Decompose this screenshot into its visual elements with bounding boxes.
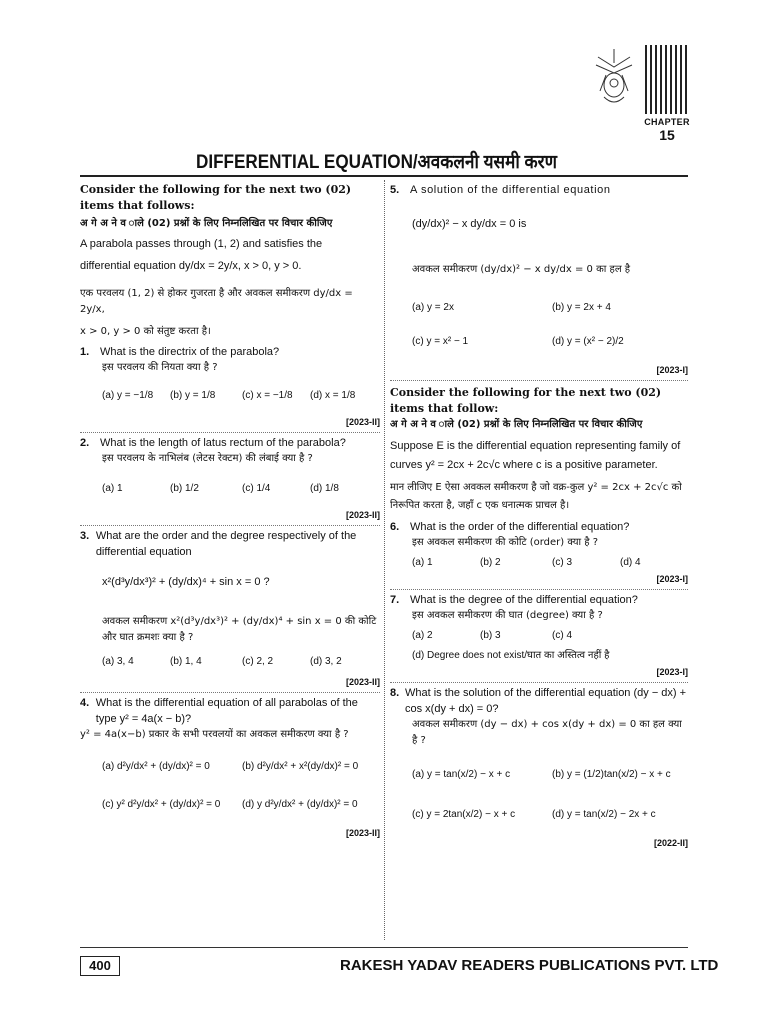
equation: x²(d³y/dx³)² + (dy/dx)⁴ + sin x = 0 ?	[102, 576, 270, 588]
option-a[interactable]: (a) y = tan(x/2) − x + c	[412, 769, 511, 780]
passage-hindi: एक परवलय (1, 2) से होकर गुजरता है और अवकल समीकरण dy/dx = 2y/x,	[80, 288, 353, 315]
chapter-number: 15	[659, 127, 675, 143]
question-1	[80, 344, 380, 433]
intro-text: Consider the following for the next two (02) items that follow:	[390, 386, 662, 415]
page-title: DIFFERENTIAL EQUATION/अवकलनी यसमी करण	[196, 152, 558, 173]
question-text-hindi: अवकल समीकरण (dy/dx)² − x dy/dx = 0 का हल है	[412, 264, 631, 275]
question-text: What are the order and the degree respectively of the differential equation	[95, 530, 357, 558]
question-text: What is the differential equation of all parabolas of the type y² = 4a(x − b)?	[95, 697, 358, 725]
exam-year: [2023-II]	[345, 677, 380, 687]
exam-year: [2023-I]	[656, 574, 688, 584]
separator	[390, 380, 688, 381]
option-b[interactable]: (b) 1/2	[170, 483, 199, 494]
separator	[80, 432, 380, 433]
option-b[interactable]: (b) d²y/dx² + x²(dy/dx)² = 0	[242, 761, 359, 772]
publisher-name: RAKESH YADAV READERS PUBLICATIONS PVT. LTD	[340, 957, 719, 974]
intro-text-hindi: अ गे अ ने व ाले (02) प्रश्नों के लिए निम्नलिखित पर विचार कीजिए	[390, 419, 643, 430]
question-8	[390, 685, 688, 851]
option-a[interactable]: (a) 1	[412, 557, 433, 568]
emblem-logo	[592, 45, 636, 113]
separator	[80, 692, 380, 693]
passage-hindi: x > 0, y > 0 को संतुष्ट करता है।	[80, 326, 211, 337]
chapter-badge	[644, 114, 690, 150]
question-text: What is the order of the differential equation?	[410, 521, 630, 533]
option-c[interactable]: (c) y = x² − 1	[412, 336, 469, 347]
question-2	[80, 435, 380, 526]
question-text-hindi: अवकल समीकरण x²(d³y/dx³)² + (dy/dx)⁴ + sin x = 0 की कोटि और घात क्रमशः क्या है ?	[102, 616, 377, 643]
option-a[interactable]: (a) y = 2x	[412, 302, 454, 313]
question-text-hindi: अवकल समीकरण (dy − dx) + cos x(dy + dx) = 0 का हल क्या है ?	[412, 719, 682, 746]
question-text-hindi: y² = 4a(x−b) प्रकार के सभी परवलयों का अवकल समीकरण क्या है ?	[80, 729, 349, 740]
intro-text-hindi: अ गे अ ने व ाले (02) प्रश्नों के लिए निम्नलिखित पर विचार कीजिए	[80, 218, 333, 229]
option-d[interactable]: (d) x = 1/8	[310, 390, 356, 401]
question-3	[80, 528, 380, 693]
passage-hindi: मान लीजिए E ऐसा अवकल समीकरण है जो वक्र-कुल y² = 2cx + 2c√c को निरूपित करता है, जहाँ c एक धनात्मक प्राचल है।	[390, 482, 682, 511]
option-c[interactable]: (c) x = −1/8	[242, 390, 293, 401]
option-b[interactable]: (b) 2	[480, 557, 501, 568]
question-text-hindi: इस परवलय के नाभिलंब (लेटस रेक्टम) की लंबाई क्या है ?	[102, 453, 313, 464]
option-d[interactable]: (d) y = tan(x/2) − 2x + c	[552, 809, 656, 820]
option-d[interactable]: (d) 3, 2	[310, 656, 342, 667]
exam-year: [2022-II]	[653, 838, 688, 848]
question-number: 2.	[80, 437, 90, 449]
option-d[interactable]: (d) y d²y/dx² + (dy/dx)² = 0	[242, 799, 358, 810]
option-c[interactable]: (c) y² d²y/dx² + (dy/dx)² = 0	[102, 799, 221, 810]
question-6	[390, 519, 688, 590]
separator	[80, 525, 380, 526]
option-d[interactable]: (d) 1/8	[310, 483, 339, 494]
option-b[interactable]: (b) 1, 4	[170, 656, 202, 667]
question-number: 4.	[80, 697, 90, 709]
option-a[interactable]: (a) 2	[412, 630, 433, 641]
option-a[interactable]: (a) d²y/dx² + (dy/dx)² = 0	[102, 761, 210, 772]
chapter-label: CHAPTER	[644, 117, 690, 127]
question-number: 5.	[390, 184, 400, 196]
exam-year: [2023-II]	[345, 417, 380, 427]
option-d[interactable]: (d) y = (x² − 2)/2	[552, 336, 624, 347]
separator	[390, 589, 688, 590]
question-text: What is the degree of the differential equation?	[410, 594, 638, 606]
option-b[interactable]: (b) y = 2x + 4	[552, 302, 611, 313]
equation: (dy/dx)² − x dy/dx = 0 is	[412, 218, 527, 230]
question-text: What is the solution of the differential equation (dy − dx) + cos x(dy + dx) = 0?	[404, 687, 687, 715]
question-7	[390, 592, 688, 683]
question-text-hindi: इस अवकल समीकरण की कोटि (order) क्या है ?	[412, 537, 599, 548]
question-number: 7.	[390, 594, 400, 606]
question-number: 1.	[80, 346, 90, 358]
option-c[interactable]: (c) y = 2tan(x/2) − x + c	[412, 809, 516, 820]
question-number: 8.	[390, 687, 400, 699]
option-b[interactable]: (b) y = 1/8	[170, 390, 216, 401]
option-c[interactable]: (c) 1/4	[242, 483, 271, 494]
exam-year: [2023-II]	[345, 828, 380, 838]
question-5	[390, 182, 688, 381]
exam-year: [2023-I]	[656, 365, 688, 375]
option-d[interactable]: (d) Degree does not exist/घात का अस्तित्व नहीं है	[412, 650, 610, 661]
footer-divider	[80, 947, 688, 948]
passage-line: differential equation dy/dx = 2y/x, x > 0, y > 0.	[80, 260, 302, 272]
title-divider	[80, 175, 688, 177]
question-number: 3.	[80, 530, 90, 542]
intro-text: Consider the following for the next two (02) items that follows:	[80, 183, 352, 212]
exam-year: [2023-II]	[345, 510, 380, 520]
left-column	[80, 182, 380, 841]
option-a[interactable]: (a) 3, 4	[102, 656, 134, 667]
option-c[interactable]: (c) 3	[552, 557, 572, 568]
question-number: 6.	[390, 521, 400, 533]
option-a[interactable]: (a) 1	[102, 483, 123, 494]
right-column	[390, 182, 688, 851]
question-text: What is the length of latus rectum of the parabola?	[100, 437, 346, 449]
exam-year: [2023-I]	[656, 667, 688, 677]
question-text-hindi: इस परवलय की नियता क्या है ?	[102, 362, 218, 373]
separator	[390, 682, 688, 683]
question-text: What is the directrix of the parabola?	[100, 346, 280, 358]
passage-text: Suppose E is the differential equation representing family of curves y² = 2cx + 2c√c where c is a positive parameter.	[390, 440, 681, 471]
question-text: A solution of the differential equation	[410, 184, 611, 196]
passage-line: A parabola passes through (1, 2) and satisfies the	[80, 238, 323, 250]
option-c[interactable]: (c) 4	[552, 630, 572, 641]
question-text-hindi: इस अवकल समीकरण की घात (degree) क्या है ?	[412, 610, 603, 621]
question-4	[80, 695, 380, 841]
column-divider	[384, 180, 385, 940]
option-c[interactable]: (c) 2, 2	[242, 656, 274, 667]
option-b[interactable]: (b) y = (1/2)tan(x/2) − x + c	[552, 769, 671, 780]
page-number: 400	[80, 956, 120, 976]
option-a[interactable]: (a) y = −1/8	[102, 390, 154, 401]
option-b[interactable]: (b) 3	[480, 630, 501, 641]
option-d[interactable]: (d) 4	[620, 557, 641, 568]
